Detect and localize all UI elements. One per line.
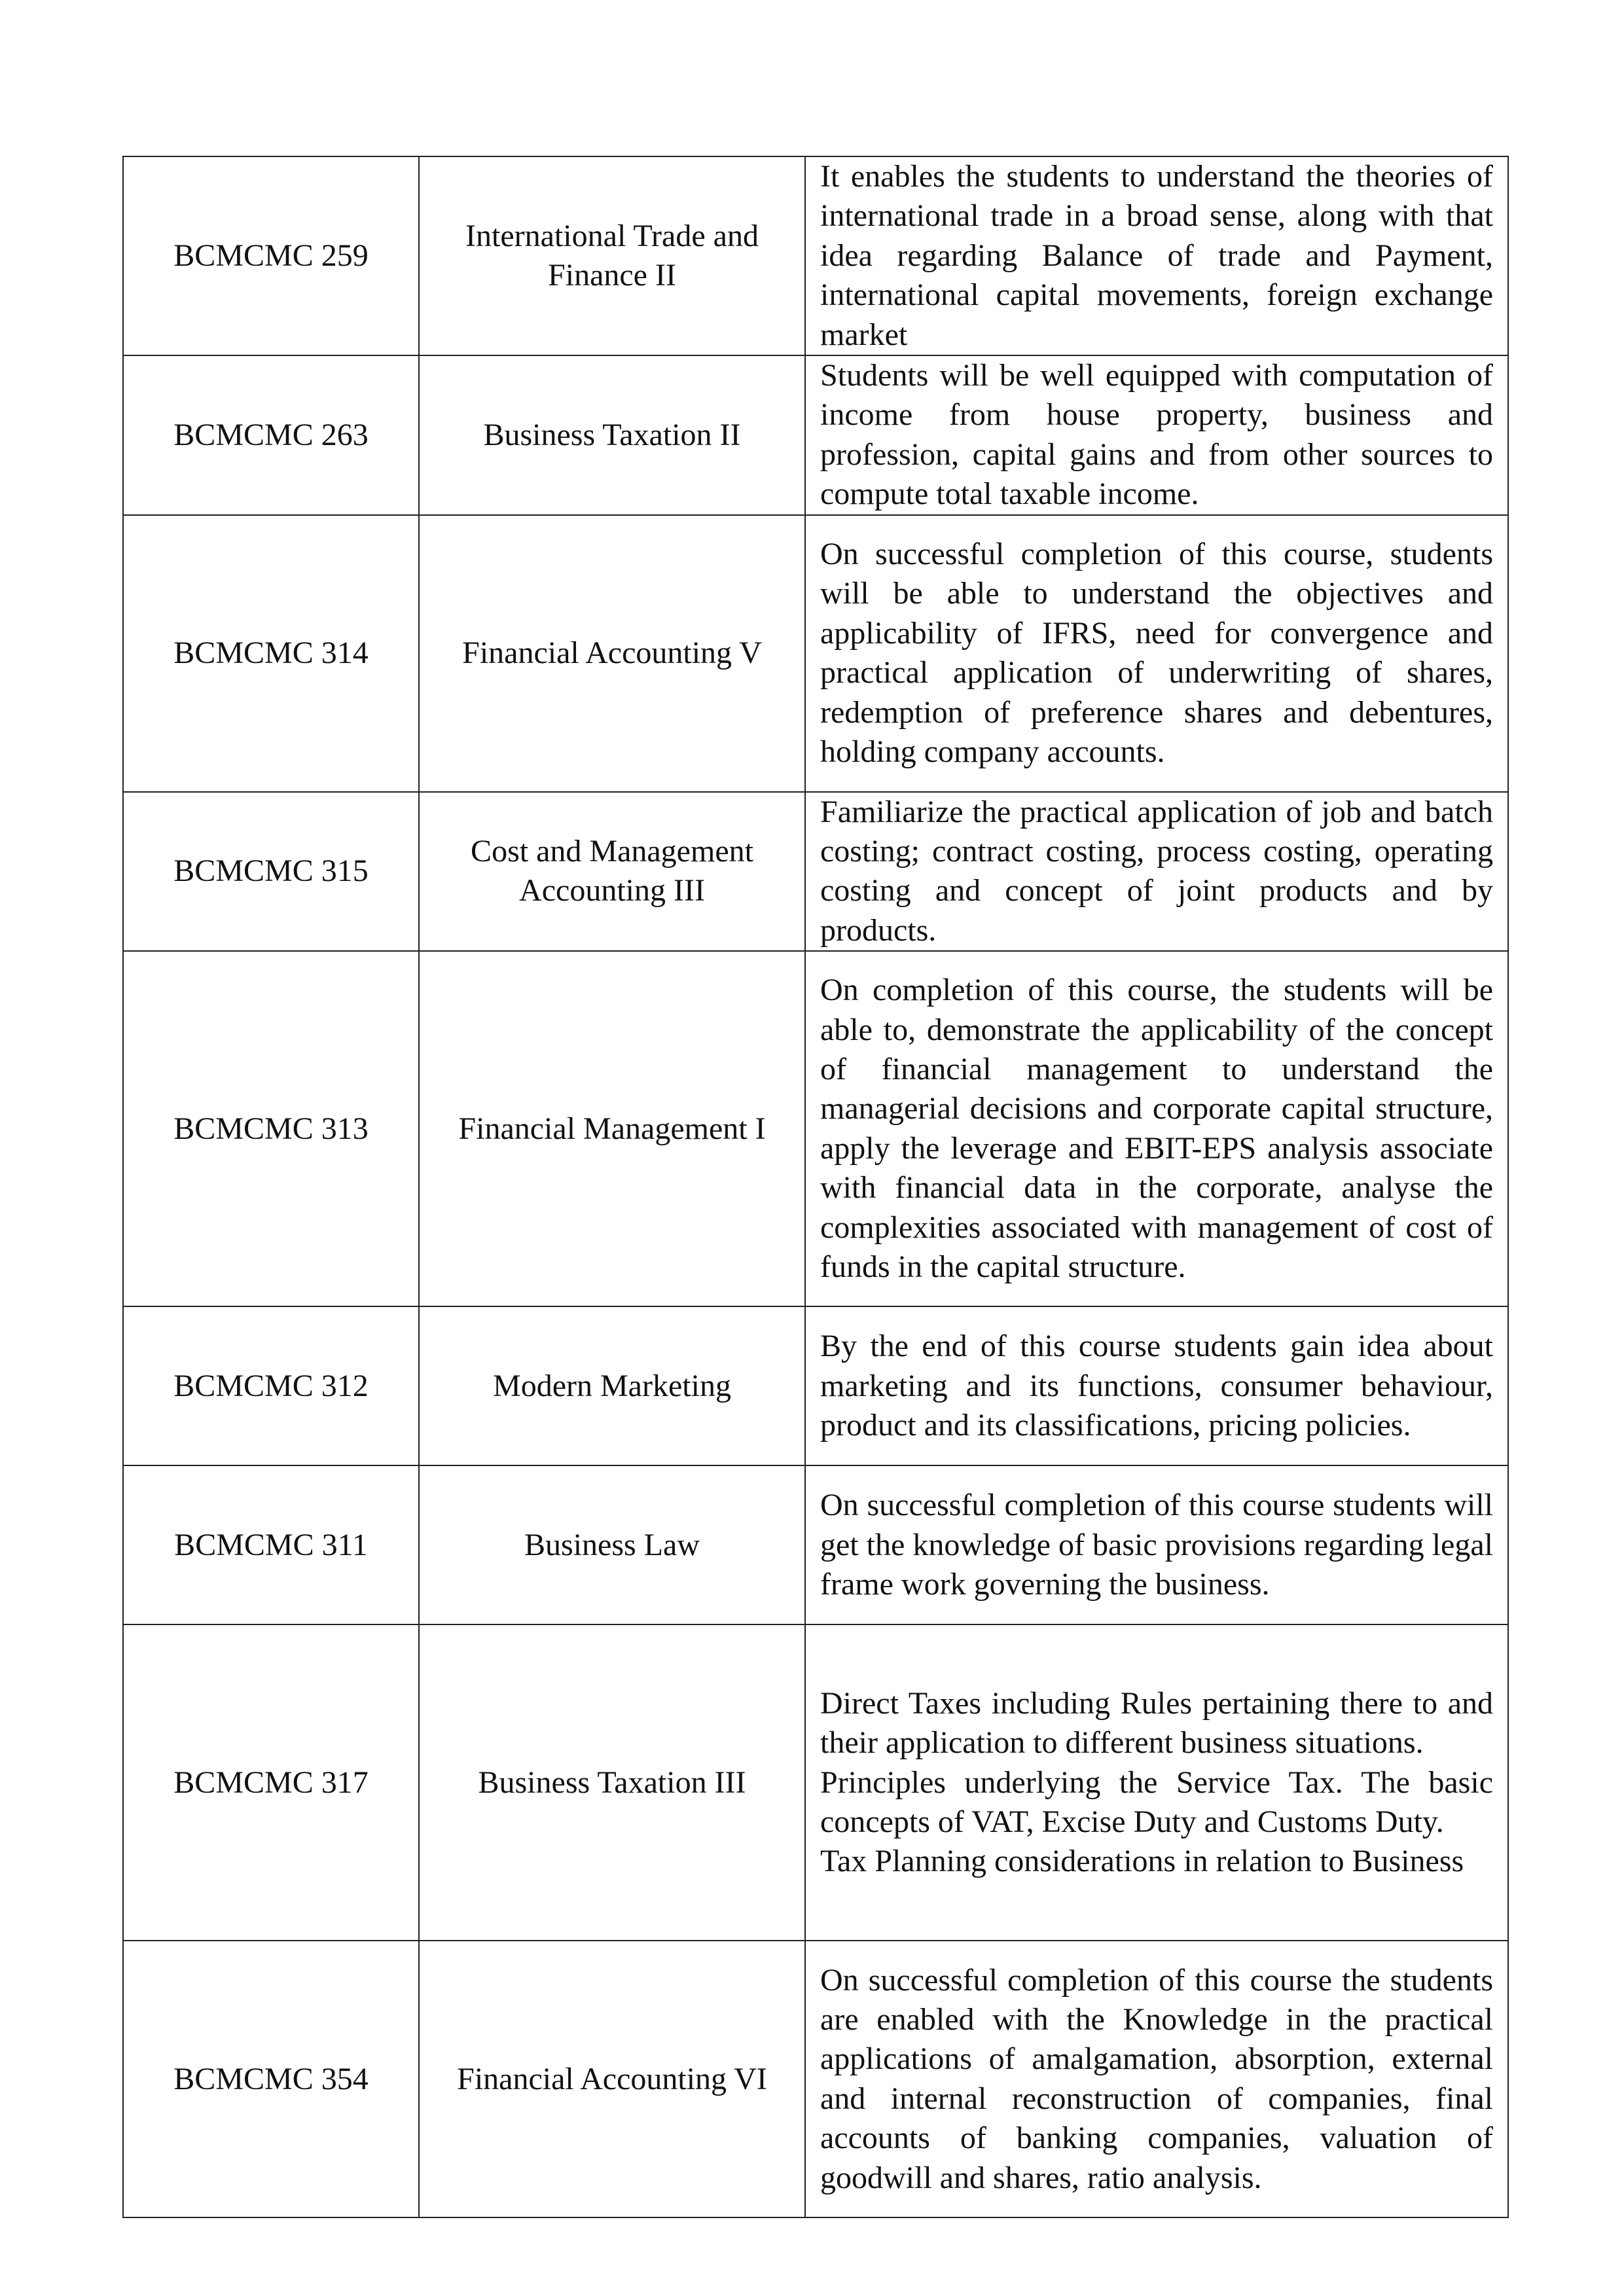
course-title: Business Taxation II	[419, 355, 805, 515]
course-title: Financial Management I	[419, 951, 805, 1306]
outcome-paragraph: Tax Planning considerations in relation to Business	[820, 1844, 1464, 1879]
course-code: BCMCMC 312	[123, 1306, 419, 1465]
course-outcome: On successful completion of this course the students are enabled with the Knowledge in the practical applications of amalgamation, absorption, external and internal reconstruction of companies, final accounts of banking companies, valuation of goodwill and shares, ratio analysis.	[805, 1941, 1508, 2217]
course-title: Business Law	[419, 1465, 805, 1624]
course-outcome: On completion of this course, the students will be able to, demonstrate the applicability of the concept of financial management to understand the managerial decisions and corporate capital structure, apply the leverage and EBIT-EPS analysis associate with financial data in the corporate, analyse the complexities associated with management of cost of funds in the capital structure.	[805, 951, 1508, 1306]
course-code: BCMCMC 315	[123, 792, 419, 952]
table-row	[123, 792, 1508, 952]
course-outcome: On successful completion of this course students will get the knowledge of basic provisions regarding legal frame work governing the business.	[805, 1465, 1508, 1624]
course-outcome: By the end of this course students gain idea about marketing and its functions, consumer behaviour, product and its classifications, pricing policies.	[805, 1306, 1508, 1465]
course-code: BCMCMC 354	[123, 1941, 419, 2217]
table-row	[123, 951, 1508, 1306]
table-row	[123, 515, 1508, 792]
table-row	[123, 1624, 1508, 1941]
course-code: BCMCMC 317	[123, 1624, 419, 1941]
course-title: Modern Marketing	[419, 1306, 805, 1465]
course-outcomes-table	[122, 156, 1509, 2218]
course-outcome: Familiarize the practical application of job and batch costing; contract costing, process costing, operating costing and concept of joint products and by products.	[805, 792, 1508, 952]
table-row	[123, 156, 1508, 355]
course-outcome: Students will be well equipped with computation of income from house property, business and profession, capital gains and from other sources to compute total taxable income.	[805, 355, 1508, 515]
course-code: BCMCMC 263	[123, 355, 419, 515]
table-row	[123, 1465, 1508, 1624]
course-title: Business Taxation III	[419, 1624, 805, 1941]
outcome-paragraph: Principles underlying the Service Tax. The basic concepts of VAT, Excise Duty and Customs Duty.	[820, 1765, 1493, 1839]
outcome-paragraph: Direct Taxes including Rules pertaining there to and their application to different business situations.	[820, 1685, 1493, 1761]
table-row	[123, 355, 1508, 515]
course-code: BCMCMC 313	[123, 951, 419, 1306]
course-title: Cost and Management Accounting III	[419, 792, 805, 952]
course-title: International Trade and Finance II	[419, 156, 805, 355]
course-title: Financial Accounting VI	[419, 1941, 805, 2217]
course-outcome	[805, 1624, 1508, 1941]
course-outcome: On successful completion of this course, students will be able to understand the objectives and applicability of IFRS, need for convergence and practical application of underwriting of shares, redemption of preference shares and debentures, holding company accounts.	[805, 515, 1508, 792]
table-row	[123, 1941, 1508, 2217]
course-title: Financial Accounting V	[419, 515, 805, 792]
course-code: BCMCMC 259	[123, 156, 419, 355]
table-row	[123, 1306, 1508, 1465]
course-code: BCMCMC 311	[123, 1465, 419, 1624]
course-outcome: It enables the students to understand the theories of international trade in a broad sense, along with that idea regarding Balance of trade and Payment, international capital movements, foreign exchange market	[805, 156, 1508, 355]
course-code: BCMCMC 314	[123, 515, 419, 792]
